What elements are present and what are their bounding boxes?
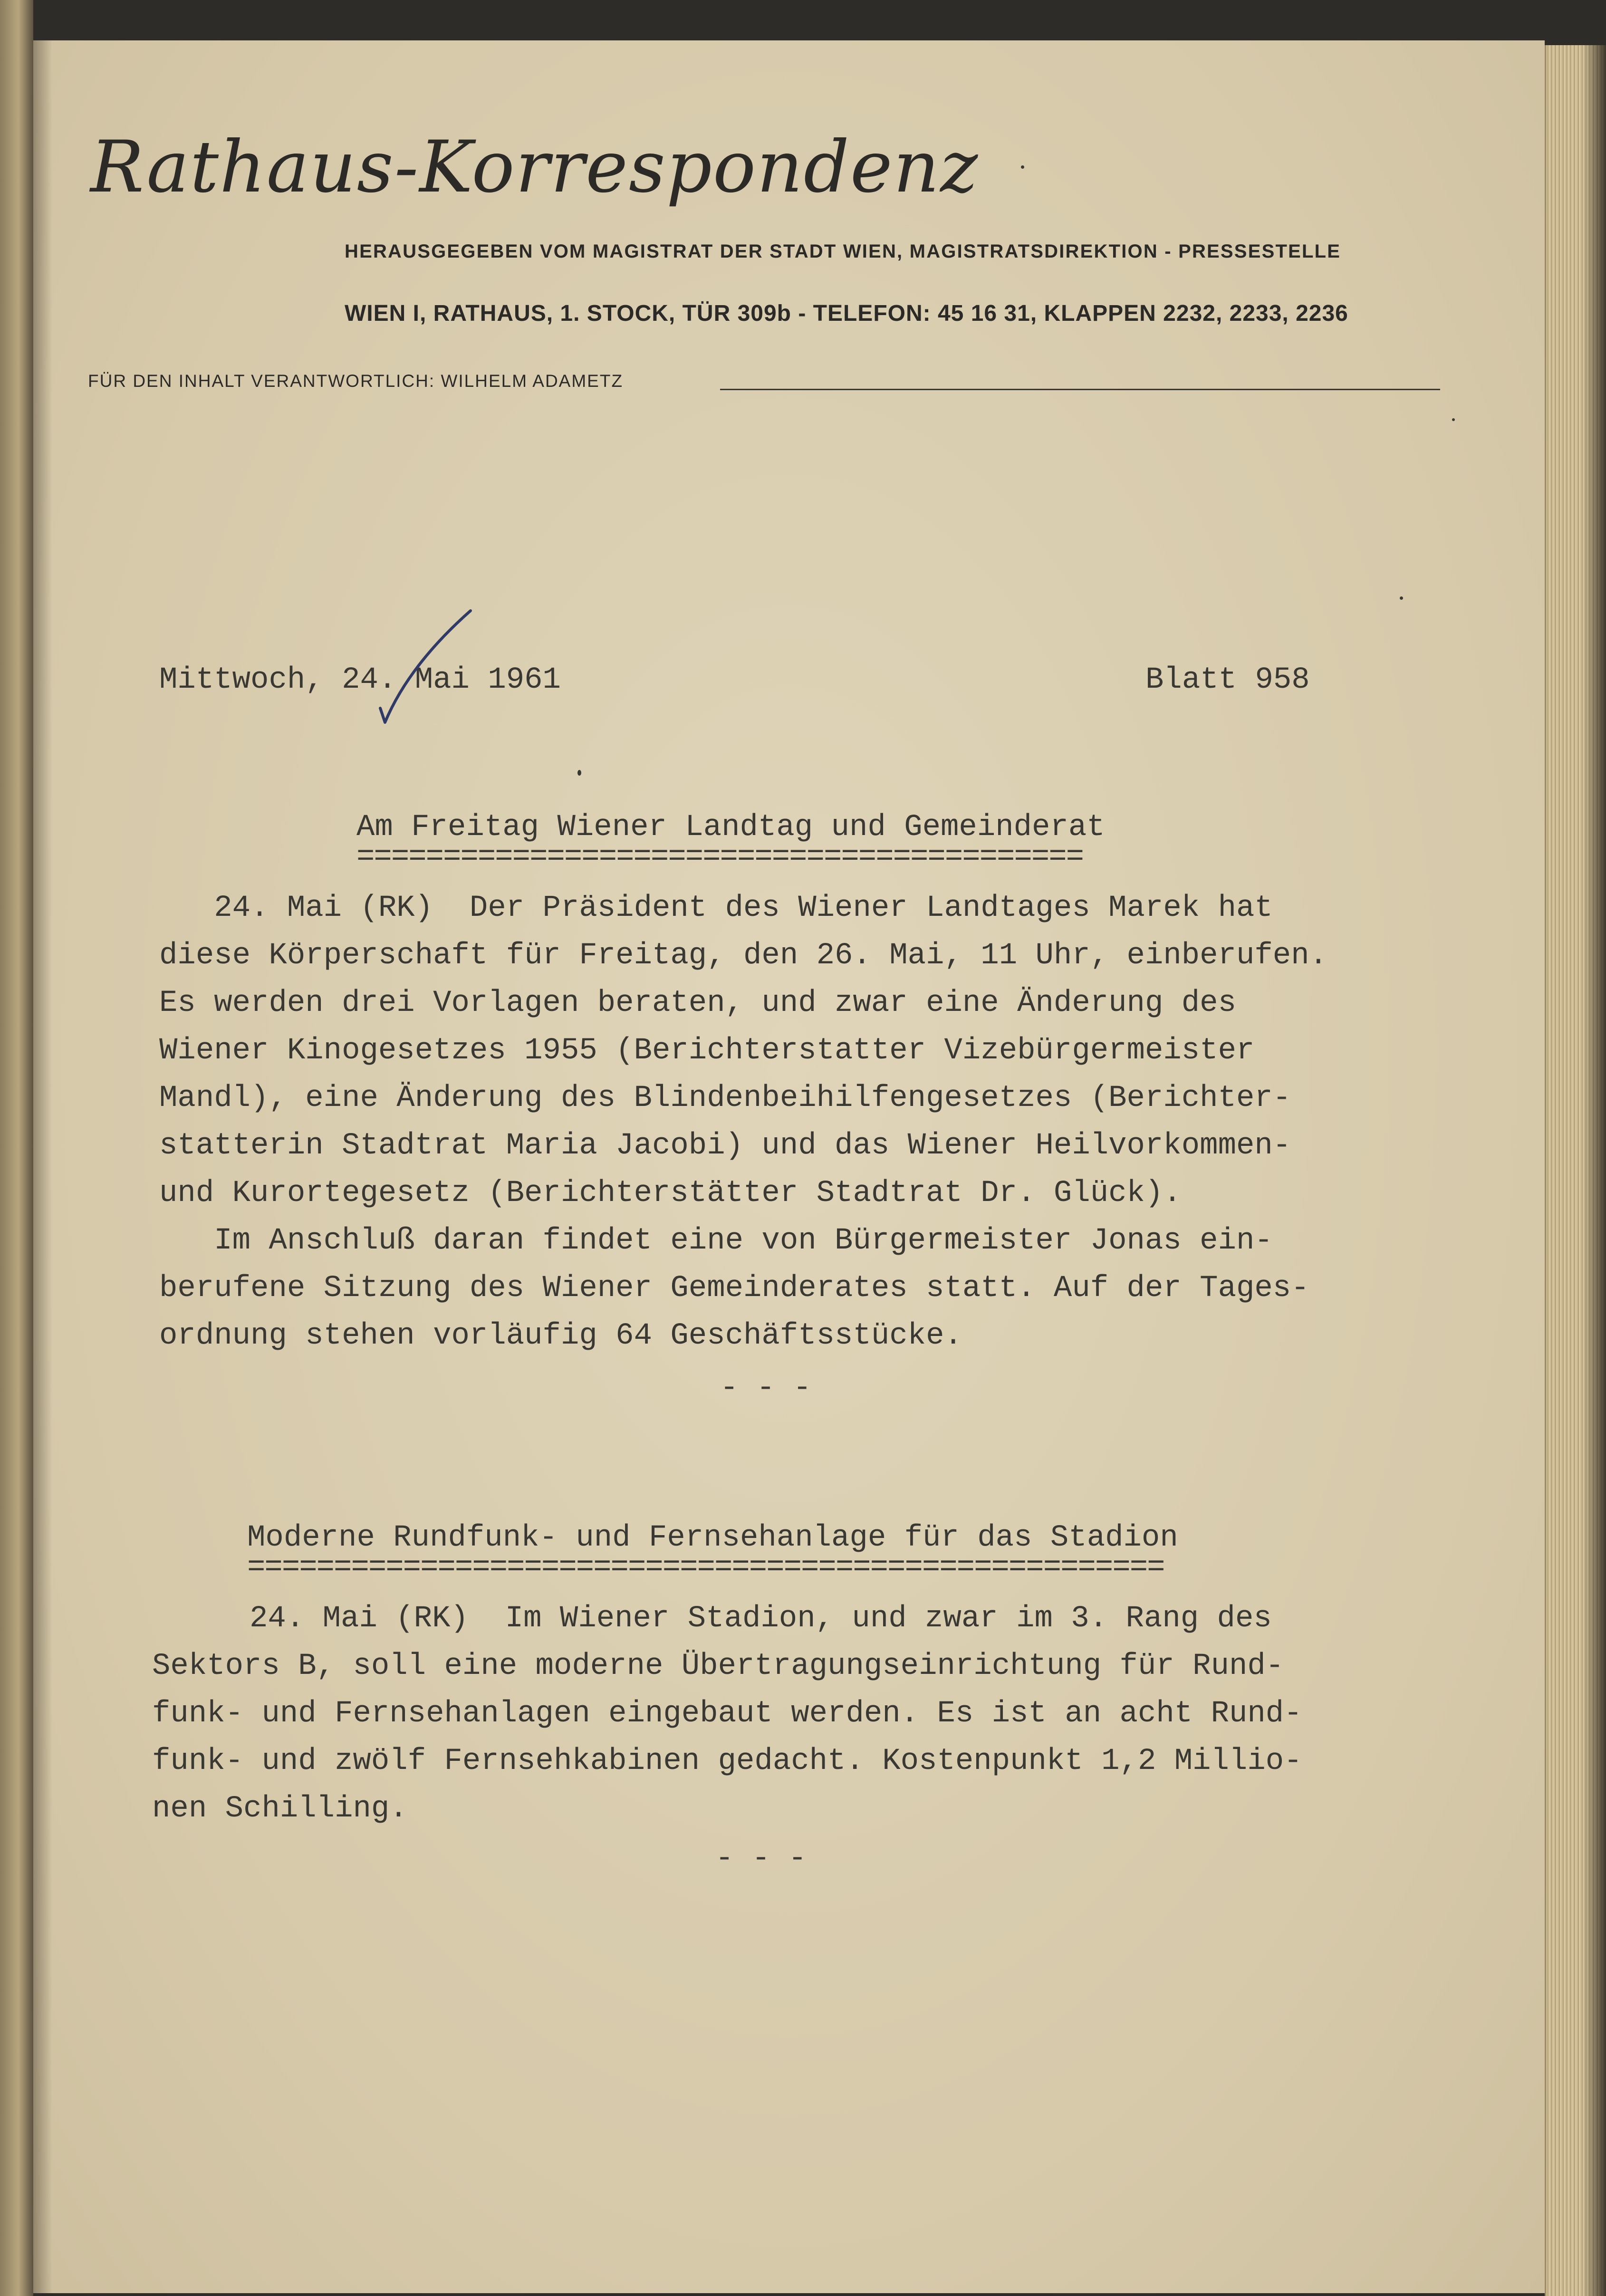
ink-spot <box>1021 165 1024 169</box>
checkmark-icon <box>371 608 480 732</box>
article-1-line: und Kurortegesetz (Berichterstätter Stadtrat Dr. Glück). <box>159 1176 1182 1210</box>
article-2-line: Sektors B, soll eine moderne Übertragungseinrichtung für Rund- <box>152 1649 1284 1683</box>
article-1-line: 24. Mai (RK) Der Präsident des Wiener Landtages Marek hat <box>159 891 1273 925</box>
dateline: Mittwoch, 24. Mai 1961 <box>159 663 561 697</box>
address-line: WIEN I, RATHAUS, 1. STOCK, TÜR 309b - TELEFON: 45 16 31, KLAPPEN 2232, 2233, 2236 <box>345 301 1348 326</box>
article-2-line: funk- und zwölf Fernsehkabinen gedacht. Kostenpunkt 1,2 Millio- <box>152 1744 1302 1778</box>
ink-spot <box>1452 418 1455 421</box>
article-1-line: Im Anschluß daran findet eine von Bürgermeister Jonas ein- <box>159 1224 1273 1258</box>
article-2-headline-underline: ===================================================== <box>247 1551 1164 1585</box>
ink-spot <box>1400 596 1403 600</box>
article-1-line: ordnung stehen vorläufig 64 Geschäftsstücke. <box>159 1319 962 1353</box>
masthead-rule <box>720 389 1440 390</box>
publisher-line: HERAUSGEGEBEN VOM MAGISTRAT DER STADT WIEN, MAGISTRATSDIREKTION - PRESSESTELLE <box>345 241 1341 262</box>
page-edge-shadow <box>1583 45 1606 2296</box>
binding-gutter <box>33 40 52 2293</box>
article-1-separator: - - - <box>720 1371 812 1405</box>
article-1-headline-underline: ========================================== <box>356 840 1084 874</box>
article-1-headline: Am Freitag Wiener Landtag und Gemeinderat <box>356 810 1105 845</box>
article-2-headline: Moderne Rundfunk- und Fernsehanlage für das Stadion <box>247 1521 1178 1555</box>
article-1-line: Wiener Kinogesetzes 1955 (Berichterstatter Vizebürgermeister <box>159 1034 1255 1068</box>
article-1-line: diese Körperschaft für Freitag, den 26. Mai, 11 Uhr, einberufen. <box>159 939 1327 973</box>
masthead-title: Rathaus-Korrespondenz <box>90 126 979 209</box>
article-2-line: 24. Mai (RK) Im Wiener Stadion, und zwar im 3. Rang des <box>250 1602 1272 1636</box>
article-1-line: Es werden drei Vorlagen beraten, und zwar eine Änderung des <box>159 986 1236 1020</box>
left-page-edge <box>0 0 33 2296</box>
ink-spot <box>577 770 581 776</box>
article-1-line: berufene Sitzung des Wiener Gemeinderates statt. Auf der Tages- <box>159 1271 1309 1306</box>
article-2-line: nen Schilling. <box>152 1792 408 1826</box>
article-2-separator: - - - <box>715 1842 807 1876</box>
sheet-number: Blatt 958 <box>1145 663 1310 697</box>
article-1-line: statterin Stadtrat Maria Jacobi) und das Wiener Heilvorkommen- <box>159 1129 1291 1163</box>
responsible-editor-line: FÜR DEN INHALT VERANTWORTLICH: WILHELM ADAMETZ <box>88 371 624 391</box>
article-2-line: funk- und Fernsehanlagen eingebaut werden. Es ist an acht Rund- <box>152 1697 1302 1731</box>
article-1-line: Mandl), eine Änderung des Blindenbeihilfengesetzes (Berichter- <box>159 1081 1291 1115</box>
